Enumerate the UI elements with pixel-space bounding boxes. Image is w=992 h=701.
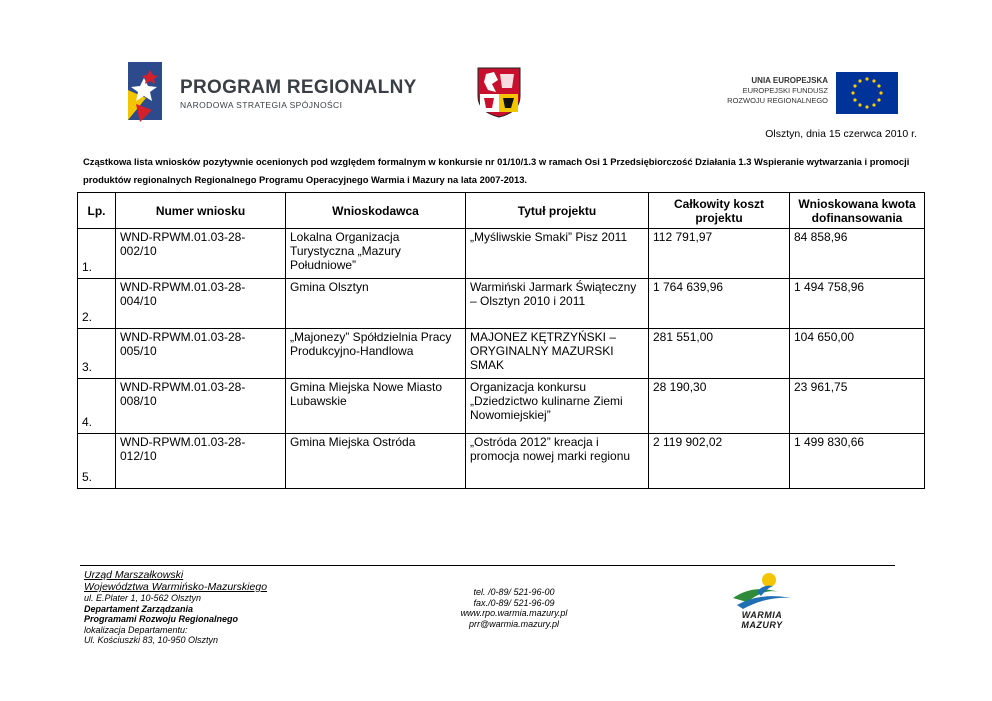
department-line1: Departament Zarządzania <box>84 603 194 614</box>
table-row <box>78 329 925 379</box>
col-header-lp: Lp. <box>78 193 116 229</box>
col-header-number: Numer wniosku <box>116 193 286 229</box>
cell-number: WND-RPWM.01.03-28-012/10 <box>116 434 286 489</box>
cell-requested-amount: 1 499 830,66 <box>790 434 925 489</box>
cell-title: Warmiński Jarmark Świąteczny – Olsztyn 2010 i 2011 <box>466 279 649 329</box>
coat-of-arms-icon <box>476 66 522 118</box>
cell-total-cost: 2 119 902,02 <box>649 434 790 489</box>
footer-contact <box>450 587 578 629</box>
office-line1: Urząd Marszałkowski <box>84 569 184 581</box>
cell-title: „Myśliwskie Smaki” Pisz 2011 <box>466 229 649 279</box>
cell-requested-amount: 84 858,96 <box>790 229 925 279</box>
table-row <box>78 279 925 329</box>
contact-fax: fax./0-89/ 521-96-09 <box>473 597 555 608</box>
warmia-mazury-logo <box>727 572 797 634</box>
cell-title: Organizacja konkursu „Dziedzictwo kulinarne Ziemi Nowomiejskiej” <box>466 379 649 434</box>
location-address: Ul. Kościuszki 83, 10-950 Olsztyn <box>84 635 219 645</box>
footer-divider <box>80 565 895 566</box>
brand-line1: WARMIA <box>741 610 783 620</box>
footer-office-info <box>84 569 267 646</box>
eu-flag-icon <box>836 72 898 114</box>
cell-title: MAJONEZ KĘTRZYŃSKI – ORYGINALNY MAZURSKI SMAK <box>466 329 649 379</box>
cell-applicant: „Majonezy” Spółdzielnia Pracy Produkcyjno-Handlowa <box>286 329 466 379</box>
applications-table <box>77 192 925 489</box>
cell-applicant: Gmina Miejska Nowe Miasto Lubawskie <box>286 379 466 434</box>
cell-applicant: Gmina Miejska Ostróda <box>286 434 466 489</box>
cell-lp: 1. <box>78 229 116 279</box>
document-date: Olsztyn, dnia 15 czerwca 2010 r. <box>765 128 917 140</box>
cell-number: WND-RPWM.01.03-28-005/10 <box>116 329 286 379</box>
cell-requested-amount: 23 961,75 <box>790 379 925 434</box>
program-regionalny-logo <box>122 58 417 128</box>
cell-applicant: Gmina Olsztyn <box>286 279 466 329</box>
table-row <box>78 379 925 434</box>
cell-total-cost: 28 190,30 <box>649 379 790 434</box>
cell-lp: 3. <box>78 329 116 379</box>
col-header-applicant: Wnioskodawca <box>286 193 466 229</box>
cell-title: „Ostróda 2012” kreacja i promocja nowej marki regionu <box>466 434 649 489</box>
eu-line2: EUROPEJSKI FUNDUSZ <box>742 86 828 95</box>
location-label: lokalizacja Departamentu: <box>84 624 188 635</box>
contact-email[interactable]: prr@warmia.mazury.pl <box>469 618 559 629</box>
cell-lp: 4. <box>78 379 116 434</box>
cell-total-cost: 281 551,00 <box>649 329 790 379</box>
cell-number: WND-RPWM.01.03-28-002/10 <box>116 229 286 279</box>
table-header-row <box>78 193 925 229</box>
eu-line3: ROZWOJU REGIONALNEGO <box>727 96 828 105</box>
intro-text: Cząstkowa lista wniosków pozytywnie ocenionych pod względem formalnym w konkursie nr 01/10/1.3 w ramach Osi 1 Przedsiębiorczość Działania 1.3 Wspieranie wytwarzania i promocji produktów regionalnych Regionalnego Programu Operacyjnego Warmia i Mazury na lata 2007-2013. <box>83 156 910 185</box>
table-row <box>78 434 925 489</box>
department-line2: Programami Rozwoju Regionalnego <box>84 614 239 624</box>
contact-www[interactable]: www.rpo.warmia.mazury.pl <box>460 608 568 618</box>
cell-applicant: Lokalna Organizacja Turystyczna „Mazury Południowe” <box>286 229 466 279</box>
warmia-mazury-wordmark <box>727 610 797 630</box>
cell-lp: 5. <box>78 434 116 489</box>
col-header-total-cost: Całkowity koszt projektu <box>649 193 790 229</box>
cell-requested-amount: 104 650,00 <box>790 329 925 379</box>
office-line2: Województwa Warmińsko-Mazurskiego <box>84 581 268 593</box>
office-address: ul. E.Plater 1, 10-562 Olsztyn <box>84 593 202 603</box>
program-star-icon <box>122 58 178 128</box>
cell-number: WND-RPWM.01.03-28-008/10 <box>116 379 286 434</box>
cell-requested-amount: 1 494 758,96 <box>790 279 925 329</box>
cell-total-cost: 1 764 639,96 <box>649 279 790 329</box>
program-title: PROGRAM REGIONALNY <box>180 77 417 98</box>
table-row <box>78 229 925 279</box>
brand-line2: MAZURY <box>741 620 783 630</box>
eu-text <box>727 76 828 106</box>
contact-tel: tel. /0-89/ 521-96-00 <box>473 587 555 597</box>
col-header-title: Tytuł projektu <box>466 193 649 229</box>
eu-line1: UNIA EUROPEJSKA <box>751 76 828 85</box>
program-subtitle: NARODOWA STRATEGIA SPÓJNOŚCI <box>180 100 343 110</box>
warmia-mazury-icon <box>727 572 797 610</box>
cell-total-cost: 112 791,97 <box>649 229 790 279</box>
col-header-requested-amount: Wnioskowana kwota dofinansowania <box>790 193 925 229</box>
eu-logo <box>700 72 900 116</box>
cell-lp: 2. <box>78 279 116 329</box>
cell-number: WND-RPWM.01.03-28-004/10 <box>116 279 286 329</box>
